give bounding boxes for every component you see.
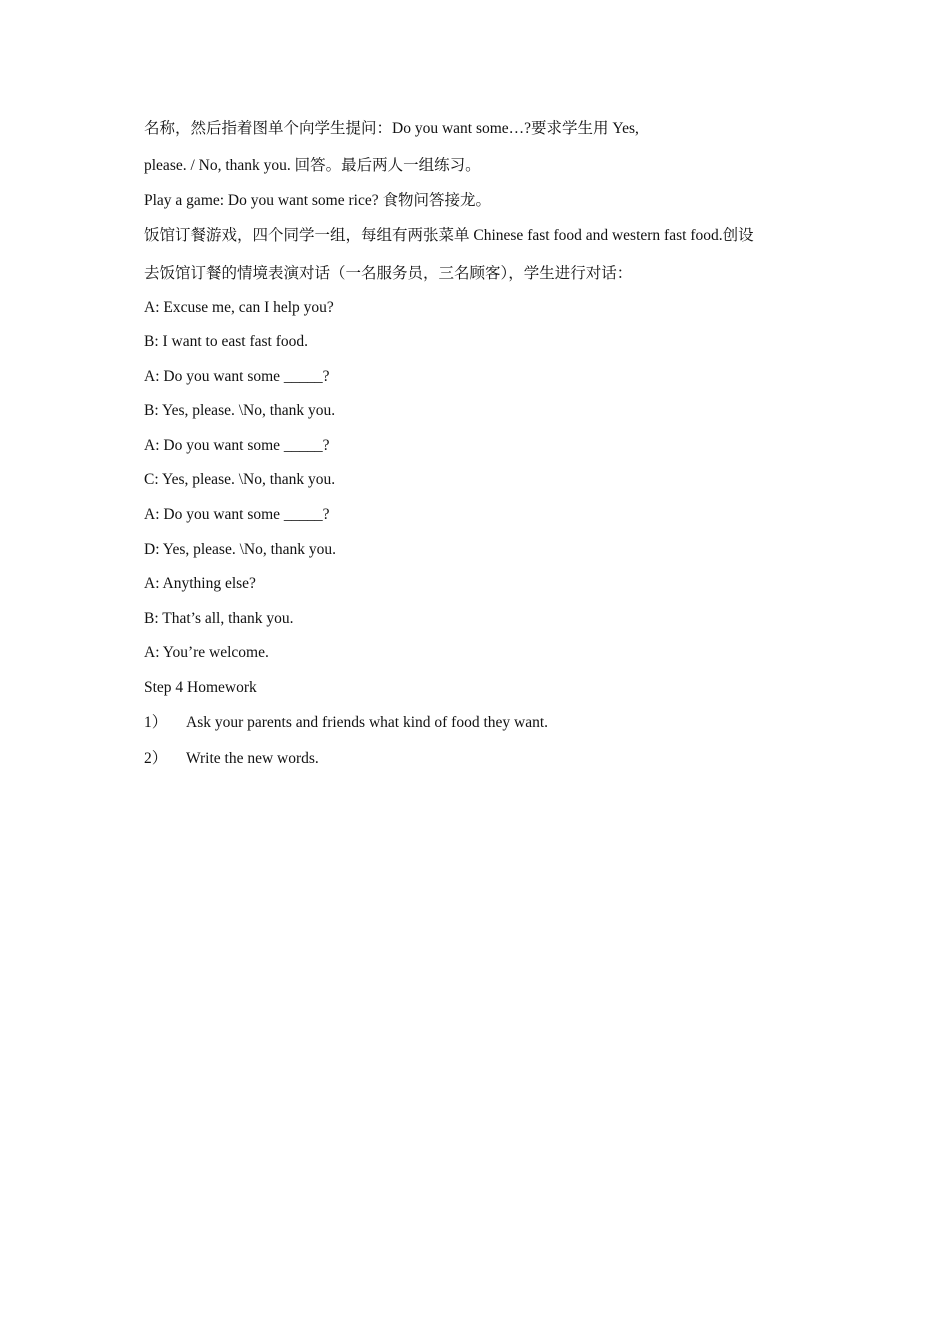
text-line: 饭馆订餐游戏，四个同学一组，每组有两张菜单 Chinese fast food and western fast food.创设	[144, 227, 754, 244]
dialogue-line: D: Yes, please. \No, thank you.	[144, 541, 337, 558]
section-heading: Step 4 Homework	[144, 679, 257, 696]
dialogue-line: A: You’re welcome.	[144, 644, 269, 661]
homework-number: 1）	[144, 714, 168, 731]
dialogue-line: B: Yes, please. \No, thank you.	[144, 402, 336, 419]
dialogue-line: A: Do you want some _____?	[144, 368, 330, 385]
homework-item	[144, 749, 319, 769]
dialogue-line: A: Do you want some _____?	[144, 437, 330, 454]
dialogue-line: B: I want to east fast food.	[144, 333, 309, 350]
text-line: 去饭馆订餐的情境表演对话（一名服务员，三名顾客），学生进行对话：	[144, 265, 633, 282]
dialogue-line: A: Anything else?	[144, 575, 256, 592]
dialogue-line: C: Yes, please. \No, thank you.	[144, 471, 336, 488]
dialogue-line: A: Do you want some _____?	[144, 506, 330, 523]
dialogue-line: A: Excuse me, can I help you?	[144, 299, 334, 316]
homework-text: Write the new words.	[186, 750, 319, 767]
homework-number: 2）	[144, 750, 168, 767]
text-line: Play a game: Do you want some rice? 食物问答接龙。	[144, 192, 491, 209]
text-line: 名称，然后指着图单个向学生提问：Do you want some…?要求学生用 Yes,	[144, 120, 639, 137]
dialogue-line: B: That’s all, thank you.	[144, 610, 294, 627]
homework-text: Ask your parents and friends what kind of food they want.	[186, 714, 549, 731]
text-line: please. / No, thank you. 回答。最后两人一组练习。	[144, 157, 481, 174]
homework-item	[144, 713, 548, 733]
